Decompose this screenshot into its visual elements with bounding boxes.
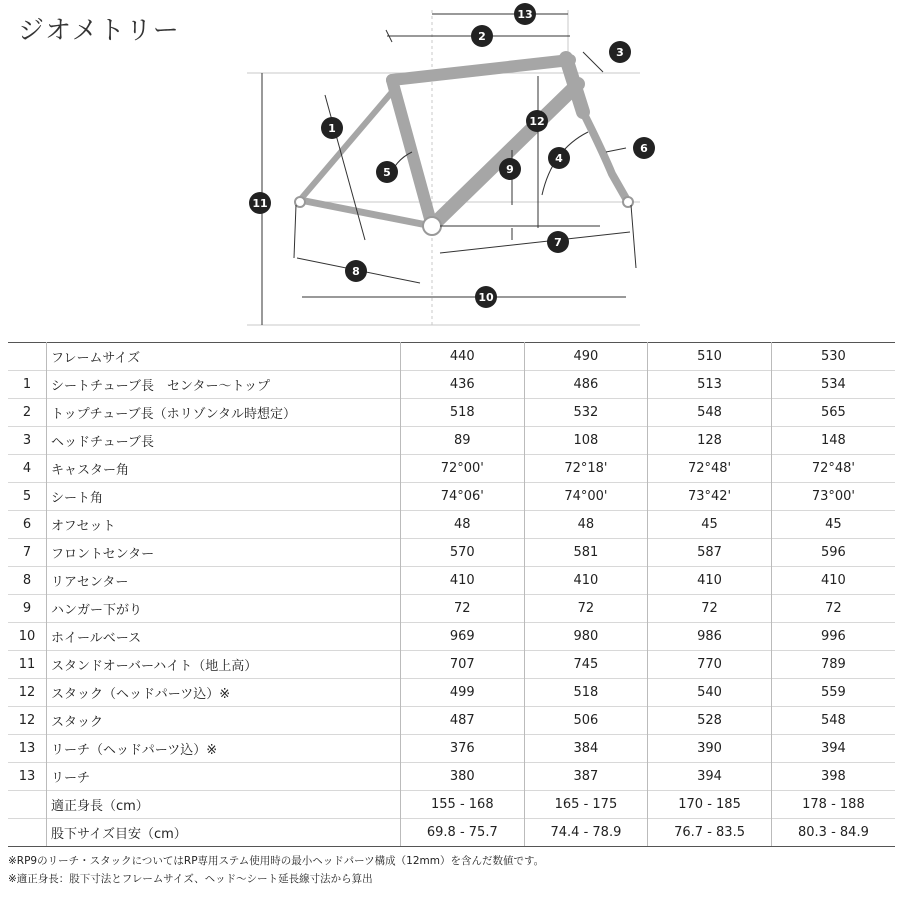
row-label: トップチューブ長（ホリゾンタル時想定） [47, 399, 401, 427]
svg-text:2: 2 [478, 30, 486, 43]
row-value: 513 [648, 371, 772, 399]
row-label: スタンドオーバーハイト（地上高） [47, 651, 401, 679]
table-row [8, 819, 895, 847]
svg-text:11: 11 [252, 197, 268, 210]
reference-lines [247, 10, 640, 325]
row-label: 股下サイズ目安（cm） [47, 819, 401, 847]
row-value: 148 [771, 427, 895, 455]
geometry-diagram [0, 0, 900, 335]
svg-text:13: 13 [517, 8, 533, 21]
badge-2 [471, 25, 493, 47]
row-value: 410 [401, 567, 525, 595]
row-label: リーチ [47, 763, 401, 791]
table-row [8, 371, 895, 399]
table-row [8, 455, 895, 483]
row-value: 487 [401, 707, 525, 735]
svg-text:8: 8 [352, 265, 360, 278]
badge-9 [499, 158, 521, 180]
badge-3 [609, 41, 631, 63]
row-number: 6 [8, 511, 47, 539]
row-value: 394 [648, 763, 772, 791]
table-row [8, 539, 895, 567]
row-value: 72°48' [648, 455, 772, 483]
footnote: ※RP9のリーチ・スタックについてはRP専用ステム使用時の最小ヘッドパーツ構成（12mm）を含んだ数値です。 [8, 855, 545, 867]
badge-4 [548, 147, 570, 169]
row-number: 11 [8, 651, 47, 679]
size-490: 490 [524, 343, 648, 371]
row-number: 9 [8, 595, 47, 623]
row-value: 518 [524, 679, 648, 707]
table-row [8, 483, 895, 511]
row-number [8, 343, 47, 371]
badge-7 [547, 231, 569, 253]
row-value: 410 [771, 567, 895, 595]
row-value: 72°00' [401, 455, 525, 483]
row-label: フレームサイズ [47, 343, 401, 371]
row-value: 74°00' [524, 483, 648, 511]
badge-11 [249, 192, 271, 214]
row-value: 518 [401, 399, 525, 427]
row-value: 587 [648, 539, 772, 567]
row-label: ホイールベース [47, 623, 401, 651]
row-number: 7 [8, 539, 47, 567]
row-value: 548 [771, 707, 895, 735]
row-value: 745 [524, 651, 648, 679]
row-number: 5 [8, 483, 47, 511]
footnote: ※適正身長：股下寸法とフレームサイズ、ヘッド～シート延長線寸法から算出 [8, 873, 373, 885]
row-label: フロントセンター [47, 539, 401, 567]
table-row [8, 399, 895, 427]
row-value: 559 [771, 679, 895, 707]
row-value: 69.8 - 75.7 [401, 819, 525, 847]
row-value: 72 [771, 595, 895, 623]
row-number: 13 [8, 735, 47, 763]
row-value: 528 [648, 707, 772, 735]
row-value: 76.7 - 83.5 [648, 819, 772, 847]
row-value: 155 - 168 [401, 791, 525, 819]
row-value: 398 [771, 763, 895, 791]
svg-text:6: 6 [640, 142, 648, 155]
row-value: 384 [524, 735, 648, 763]
row-value: 128 [648, 427, 772, 455]
row-value: 74.4 - 78.9 [524, 819, 648, 847]
row-number [8, 791, 47, 819]
row-value: 506 [524, 707, 648, 735]
row-value: 178 - 188 [771, 791, 895, 819]
row-number: 1 [8, 371, 47, 399]
dimension-lines [262, 14, 636, 325]
row-value: 581 [524, 539, 648, 567]
svg-text:10: 10 [478, 291, 494, 304]
row-number: 10 [8, 623, 47, 651]
row-value: 969 [401, 623, 525, 651]
table-row [8, 623, 895, 651]
svg-text:3: 3 [616, 46, 624, 59]
table-row [8, 595, 895, 623]
svg-text:4: 4 [555, 152, 563, 165]
row-label: キャスター角 [47, 455, 401, 483]
row-value: 165 - 175 [524, 791, 648, 819]
table-row [8, 567, 895, 595]
row-number [8, 819, 47, 847]
table-row [8, 763, 895, 791]
row-value: 376 [401, 735, 525, 763]
table-row [8, 707, 895, 735]
row-value: 73°42' [648, 483, 772, 511]
row-value: 394 [771, 735, 895, 763]
row-label: スタック [47, 707, 401, 735]
row-value: 986 [648, 623, 772, 651]
table-row [8, 735, 895, 763]
row-value: 387 [524, 763, 648, 791]
row-value: 499 [401, 679, 525, 707]
table-header-row [8, 343, 895, 371]
svg-text:9: 9 [506, 163, 514, 176]
row-label: リアセンター [47, 567, 401, 595]
row-value: 596 [771, 539, 895, 567]
badge-6 [633, 137, 655, 159]
size-530: 530 [771, 343, 895, 371]
row-value: 570 [401, 539, 525, 567]
row-value: 73°00' [771, 483, 895, 511]
table-row [8, 791, 895, 819]
badge-8 [345, 260, 367, 282]
row-value: 410 [648, 567, 772, 595]
row-value: 45 [648, 511, 772, 539]
row-label: 適正身長（cm） [47, 791, 401, 819]
row-label: スタック（ヘッドパーツ込）※ [47, 679, 401, 707]
row-value: 770 [648, 651, 772, 679]
svg-text:7: 7 [554, 236, 562, 249]
row-value: 980 [524, 623, 648, 651]
badge-10 [475, 286, 497, 308]
table-row [8, 511, 895, 539]
row-value: 72 [524, 595, 648, 623]
row-value: 565 [771, 399, 895, 427]
footnotes [8, 852, 544, 888]
row-number: 3 [8, 427, 47, 455]
geometry-table [8, 342, 895, 847]
table-row [8, 427, 895, 455]
row-value: 170 - 185 [648, 791, 772, 819]
row-value: 72°18' [524, 455, 648, 483]
row-number: 2 [8, 399, 47, 427]
row-number: 8 [8, 567, 47, 595]
row-value: 89 [401, 427, 525, 455]
row-value: 72 [648, 595, 772, 623]
row-value: 540 [648, 679, 772, 707]
row-value: 45 [771, 511, 895, 539]
row-value: 534 [771, 371, 895, 399]
badge-5 [376, 161, 398, 183]
row-label: リーチ（ヘッドパーツ込）※ [47, 735, 401, 763]
row-value: 548 [648, 399, 772, 427]
row-value: 72°48' [771, 455, 895, 483]
table-row [8, 679, 895, 707]
svg-text:12: 12 [529, 115, 545, 128]
row-value: 80.3 - 84.9 [771, 819, 895, 847]
page-title: ジオメトリー [18, 16, 180, 46]
row-value: 72 [401, 595, 525, 623]
row-value: 108 [524, 427, 648, 455]
size-440: 440 [401, 343, 525, 371]
row-value: 486 [524, 371, 648, 399]
row-value: 380 [401, 763, 525, 791]
row-number: 12 [8, 679, 47, 707]
row-label: ハンガー下がり [47, 595, 401, 623]
row-value: 390 [648, 735, 772, 763]
row-value: 48 [401, 511, 525, 539]
row-value: 436 [401, 371, 525, 399]
badge-13 [514, 3, 536, 25]
row-number: 12 [8, 707, 47, 735]
row-value: 532 [524, 399, 648, 427]
row-label: シート角 [47, 483, 401, 511]
row-value: 707 [401, 651, 525, 679]
svg-text:1: 1 [328, 122, 336, 135]
row-value: 410 [524, 567, 648, 595]
table-row [8, 651, 895, 679]
row-value: 74°06' [401, 483, 525, 511]
row-label: シートチューブ長 センター～トップ [47, 371, 401, 399]
badge-12 [526, 110, 548, 132]
badge-1 [321, 117, 343, 139]
svg-text:5: 5 [383, 166, 391, 179]
size-510: 510 [648, 343, 772, 371]
row-number: 13 [8, 763, 47, 791]
row-value: 996 [771, 623, 895, 651]
bike-frame [300, 58, 628, 226]
row-number: 4 [8, 455, 47, 483]
row-label: ヘッドチューブ長 [47, 427, 401, 455]
row-label: オフセット [47, 511, 401, 539]
row-value: 48 [524, 511, 648, 539]
row-value: 789 [771, 651, 895, 679]
